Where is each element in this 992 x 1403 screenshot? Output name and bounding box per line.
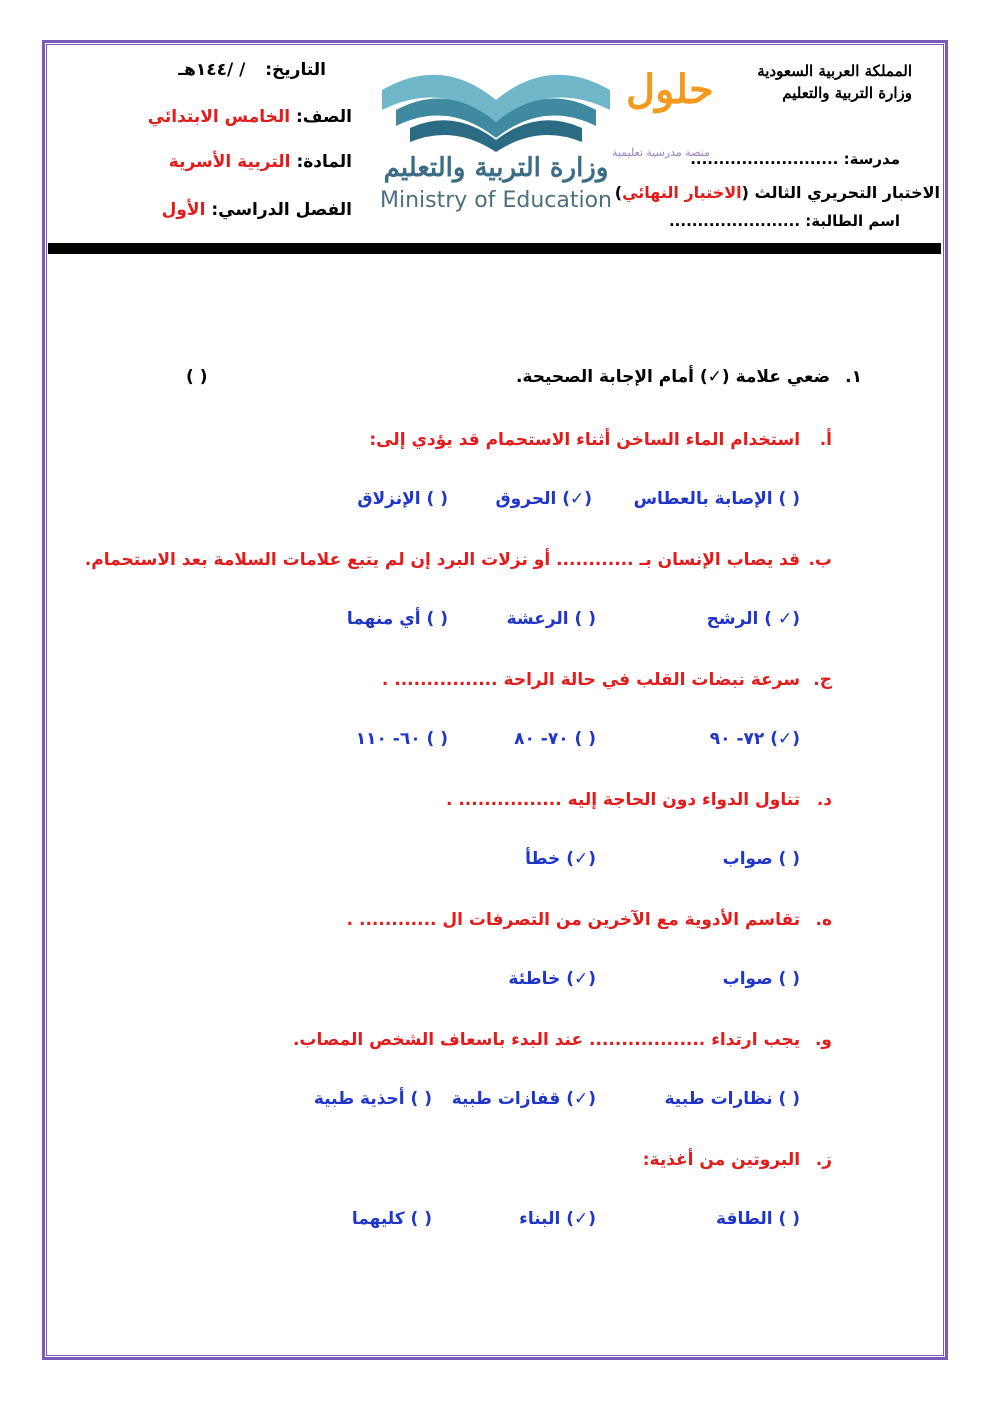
item-stem: [643, 1150, 832, 1170]
exam-title-highlight: الاختبار النهائي: [622, 183, 742, 202]
item-text: تقاسم الأدوية مع الآخرين من التصرفات ال ............ .: [346, 910, 801, 930]
grade-label: الصف:: [295, 107, 352, 127]
question-number: ١.: [845, 367, 862, 387]
item-letter: ب.: [808, 550, 832, 570]
item-letter: أ.: [819, 430, 832, 450]
item-stem: [85, 550, 832, 570]
logo-english-text: Ministry of Education: [379, 188, 613, 213]
ministry-line: وزارة التربية والتعليم: [782, 84, 912, 102]
item-stem: [382, 670, 832, 690]
exam-title-suffix: ): [614, 183, 623, 202]
term-field: [162, 200, 352, 220]
option-choice[interactable]: ( ) الرعشة: [506, 609, 596, 629]
header-divider: [48, 243, 941, 254]
item-letter: ج.: [813, 670, 832, 690]
item-stem: [369, 430, 832, 450]
option-choice[interactable]: (✓) خاطئة: [508, 969, 596, 989]
item-text: استخدام الماء الساخن أثناء الاستحمام قد يؤدي إلى:: [369, 430, 801, 450]
date-value: / /١٤٤هـ: [178, 60, 246, 80]
student-name-field: اسم الطالبة: .......................: [668, 212, 900, 230]
kingdom-line: المملكة العربية السعودية: [757, 62, 912, 80]
item-text: يجب ارتداء .................. عند البدء باسعاف الشخص المصاب.: [292, 1030, 801, 1050]
option-choice[interactable]: (✓) قفازات طبية: [451, 1089, 596, 1109]
subject-value: التربية الأسرية: [168, 152, 291, 172]
item-stem: [446, 790, 832, 810]
option-choice[interactable]: (✓) الحروق: [495, 489, 592, 509]
brand-subtitle: منصة مدرسية تعليمية: [612, 146, 710, 159]
date-label: التاريخ:: [265, 60, 326, 80]
item-stem: [347, 910, 832, 930]
question-title: [516, 367, 862, 387]
option-choice[interactable]: ( ) كليهما: [351, 1209, 432, 1229]
option-choice[interactable]: (✓) ٧٢- ٩٠: [709, 729, 800, 749]
date-field: [178, 60, 326, 80]
item-text: تناول الدواء دون الحاجة إليه ................ .: [445, 790, 801, 810]
item-letter: ز.: [815, 1150, 832, 1170]
item-letter: ه.: [815, 910, 832, 930]
option-choice[interactable]: ( ) أحذية طبية: [313, 1089, 432, 1109]
term-label: الفصل الدراسي:: [211, 200, 352, 220]
subject-field: [169, 152, 352, 172]
item-stem: [293, 1030, 832, 1050]
item-letter: و.: [814, 1030, 832, 1050]
brand-logo: حلول: [626, 66, 714, 113]
option-choice[interactable]: (✓ ) الرشح: [706, 609, 800, 629]
subject-label: المادة:: [296, 152, 352, 172]
option-choice[interactable]: ( ) صواب: [722, 849, 800, 869]
exam-title: [615, 183, 940, 202]
question-instruction: ضعي علامة (✓) أمام الإجابة الصحيحة.: [515, 367, 831, 387]
item-letter: د.: [816, 790, 832, 810]
score-box: ( ): [186, 367, 208, 387]
option-choice[interactable]: ( ) الإنزلاق: [357, 489, 448, 509]
exam-title-prefix: الاختبار التحريري الثالث (: [741, 183, 940, 202]
option-choice[interactable]: ( ) نظارات طبية: [664, 1089, 800, 1109]
option-choice[interactable]: (✓) البناء: [519, 1209, 596, 1229]
option-choice[interactable]: ( ) الطاقة: [716, 1209, 800, 1229]
logo-arabic-text: وزارة التربية والتعليم: [383, 153, 609, 183]
item-text: قد يصاب الإنسان بـ ............ أو نزلات البرد إن لم يتبع علامات السلامة بعد الاستحمام.: [84, 550, 801, 570]
grade-field: [148, 107, 352, 127]
kingdom-header: [757, 60, 912, 104]
option-choice[interactable]: ( ) ٦٠- ١١٠: [355, 729, 448, 749]
option-choice[interactable]: (✓) خطأ: [525, 849, 596, 869]
school-field: مدرسة: ..........................: [690, 150, 900, 168]
item-text: سرعة نبضات القلب في حالة الراحة ................ .: [381, 670, 801, 690]
term-value: الأول: [161, 200, 206, 220]
option-choice[interactable]: ( ) أي منهما: [346, 609, 448, 629]
grade-value: الخامس الابتدائي: [147, 107, 291, 127]
option-choice[interactable]: ( ) ٧٠- ٨٠: [514, 729, 596, 749]
option-choice[interactable]: ( ) صواب: [722, 969, 800, 989]
item-text: البروتين من أغذية:: [642, 1150, 801, 1170]
option-choice[interactable]: ( ) الإصابة بالعطاس: [633, 489, 800, 509]
